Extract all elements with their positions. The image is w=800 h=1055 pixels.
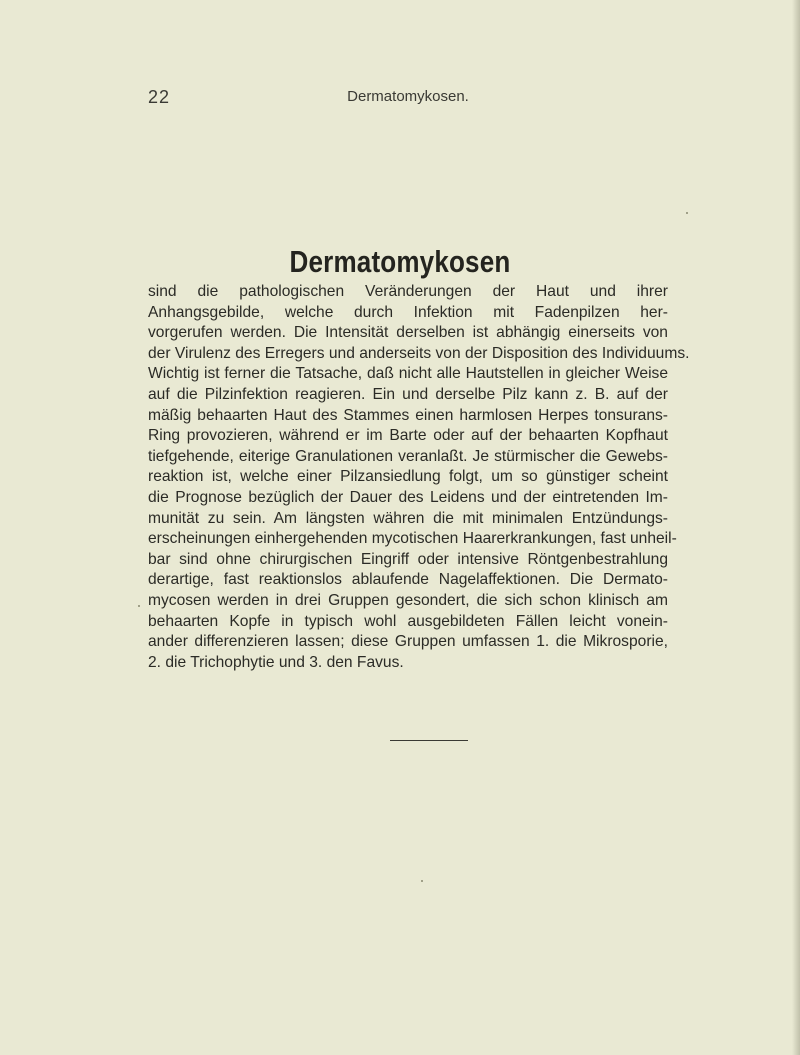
text-line: ander differenzieren lassen; diese Gruppen umfassen 1. die Mikrosporie, xyxy=(148,633,668,651)
text-line: vorgerufen werden. Die Intensität derselben ist abhängig einerseits von xyxy=(148,324,668,342)
text-line: erscheinungen einhergehenden mycotischen Haarerkrankungen, fast unheil- xyxy=(148,530,677,548)
text-line: Ring provozieren, während er im Barte oder auf der behaarten Kopfhaut xyxy=(148,427,668,445)
section-end-rule xyxy=(390,740,468,741)
text-line: behaarten Kopfe in typisch wohl ausgebildeten Fällen leicht vonein- xyxy=(148,612,668,630)
text-line: der Virulenz des Erregers und anderseits von der Disposition des Individuums. xyxy=(148,344,690,362)
text-line: reaktion ist, welche einer Pilzansiedlung folgt, um so günstiger scheint xyxy=(148,468,668,486)
text-line: die Prognose bezüglich der Dauer des Leidens und der eintretenden Im- xyxy=(148,488,668,506)
text-line: munität zu sein. Am längsten währen die mit minimalen Entzündungs- xyxy=(148,509,668,527)
text-line: auf die Pilzinfektion reagieren. Ein und derselbe Pilz kann z. B. auf der xyxy=(148,385,668,403)
body-paragraph xyxy=(148,282,690,673)
page-edge-shadow xyxy=(792,0,800,1055)
text-line: mycosen werden in drei Gruppen gesondert, die sich schon klinisch am xyxy=(148,591,668,609)
text-line: sind die pathologischen Veränderungen der Haut und ihrer xyxy=(148,283,668,300)
paper-speck xyxy=(421,880,423,882)
text-line: tiefgehende, eiterige Granulationen veranlaßt. Je stürmischer die Gewebs- xyxy=(148,447,668,465)
text-line: 2. die Trichophytie und 3. den Favus. xyxy=(148,653,404,671)
paper-speck xyxy=(138,605,140,607)
running-title: Dermatomykosen. xyxy=(347,88,469,105)
paper-speck xyxy=(686,212,688,214)
text-line: bar sind ohne chirurgischen Eingriff oder intensive Röntgenbestrahlung xyxy=(148,550,668,568)
running-head xyxy=(148,87,668,111)
text-line: Anhangsgebilde, welche durch Infektion mit Fadenpilzen her- xyxy=(148,303,668,321)
chapter-title: Dermatomykosen xyxy=(289,244,511,279)
text-line: mäßig behaarten Haut des Stammes einen harmlosen Herpes tonsurans- xyxy=(148,406,668,424)
text-line: derartige, fast reaktionslos ablaufende Nagelaffektionen. Die Dermato- xyxy=(148,571,668,589)
text-line: Wichtig ist ferner die Tatsache, daß nicht alle Hautstellen in gleicher Weise xyxy=(148,365,668,383)
page-number: 22 xyxy=(148,87,171,107)
